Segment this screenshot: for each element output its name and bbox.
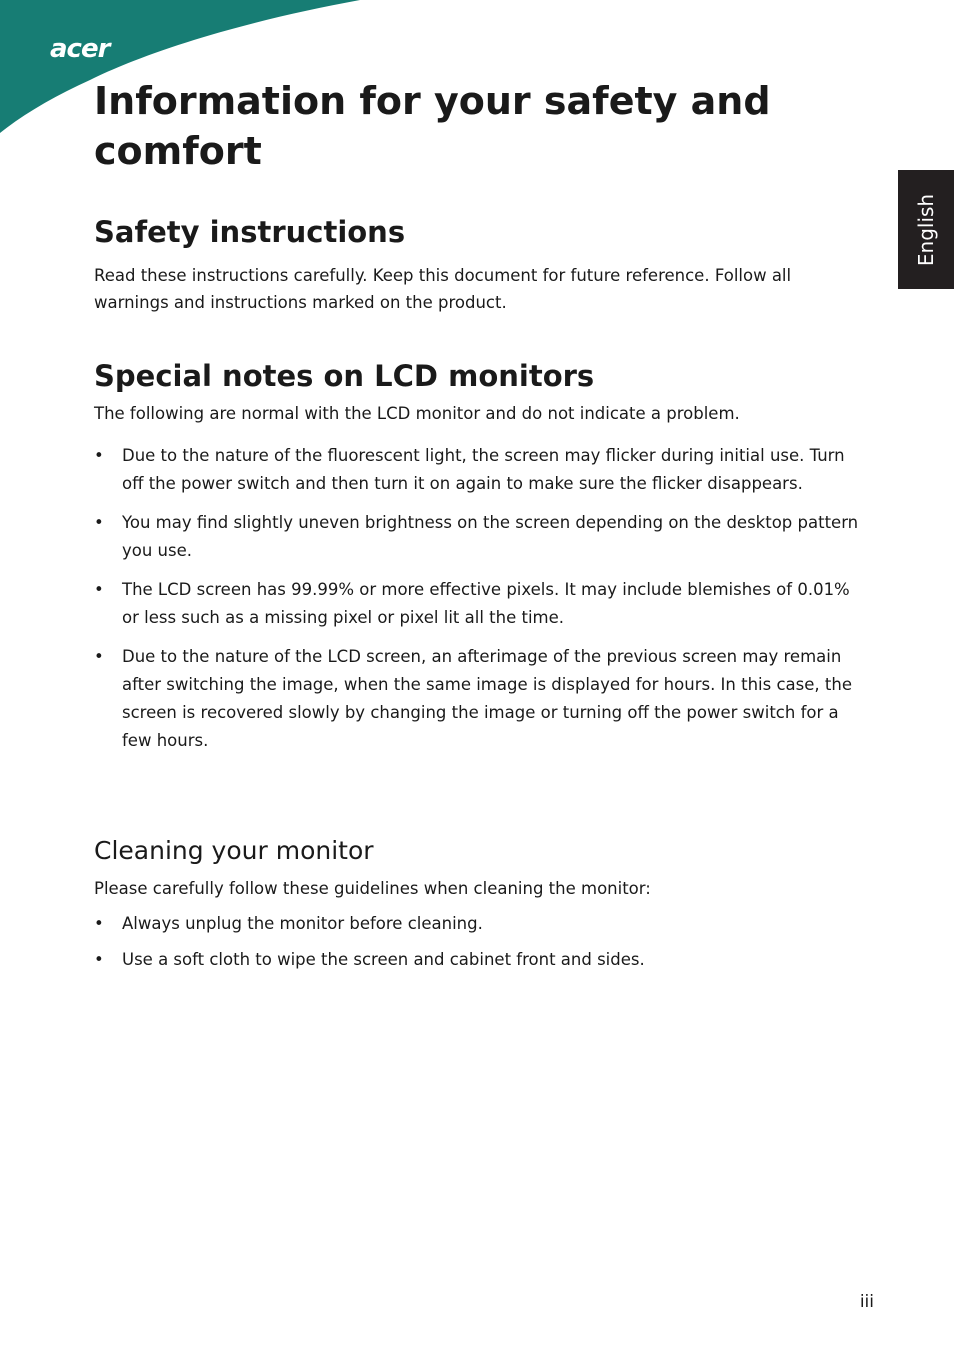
list-item-text: You may find slightly uneven brightness on the screen depending on the desktop pattern you use. xyxy=(122,513,859,560)
bullet-icon: • xyxy=(94,914,104,933)
list-item-text: Due to the nature of the fluorescent light, the screen may flicker during initial use. Turn off the power switch and then turn it on again to make sure the flicker disappears. xyxy=(122,446,845,493)
list-item-text: The LCD screen has 99.99% or more effective pixels. It may include blemishes of 0.01% or less such as a missing pixel or pixel lit all the time. xyxy=(122,580,850,627)
list-item xyxy=(94,576,864,632)
bullet-icon: • xyxy=(94,950,104,969)
lcd-notes-list xyxy=(94,442,864,766)
list-item-text: Use a soft cloth to wipe the screen and cabinet front and sides. xyxy=(122,950,645,969)
bullet-icon: • xyxy=(94,446,104,465)
acer-logo: acer xyxy=(50,34,110,64)
lcd-intro: The following are normal with the LCD monitor and do not indicate a problem. xyxy=(94,404,740,423)
safety-text: Read these instructions carefully. Keep this document for future reference. Follow all warnings and instructions marked on the product. xyxy=(94,266,792,312)
cleaning-list xyxy=(94,910,864,982)
cleaning-intro: Please carefully follow these guidelines when cleaning the monitor: xyxy=(94,879,651,898)
list-item xyxy=(94,946,864,974)
list-item-text: Due to the nature of the LCD screen, an afterimage of the previous screen may remain after switching the image, when the same image is displayed for hours. In this case, the screen is recovered slowly by changing the image or turning off the power switch for a few hours. xyxy=(122,647,852,750)
bullet-icon: • xyxy=(94,580,104,599)
language-tab-label: English xyxy=(914,193,938,266)
page-title: Information for your safety and comfort xyxy=(94,79,771,173)
bullet-icon: • xyxy=(94,513,104,532)
list-item-text: Always unplug the monitor before cleaning. xyxy=(122,914,483,933)
page-number: iii xyxy=(859,1292,874,1312)
list-item xyxy=(94,442,864,498)
cleaning-heading: Cleaning your monitor xyxy=(94,836,374,865)
list-item xyxy=(94,910,864,938)
list-item xyxy=(94,643,864,755)
safety-heading: Safety instructions xyxy=(94,215,406,249)
list-item xyxy=(94,509,864,565)
lcd-heading: Special notes on LCD monitors xyxy=(94,359,595,393)
language-tab xyxy=(898,170,954,289)
bullet-icon: • xyxy=(94,647,104,666)
